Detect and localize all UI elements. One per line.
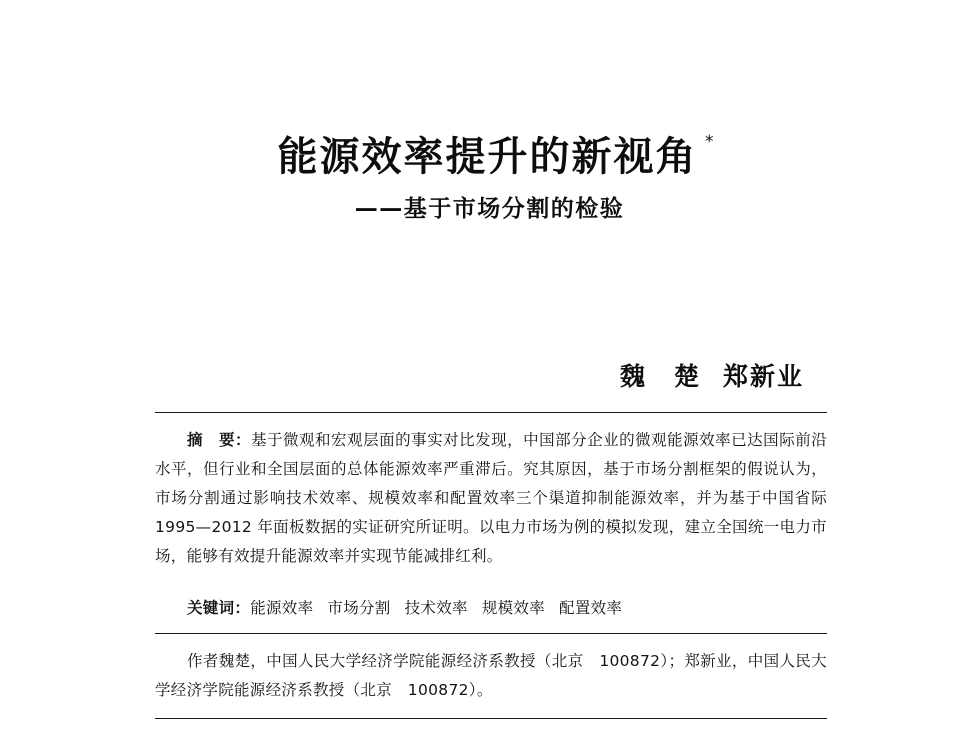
divider-bottom <box>155 718 827 719</box>
abstract-text: 基于微观和宏观层面的事实对比发现，中国部分企业的微观能源效率已达国际前沿水平，但行业和全国层面的总体能源效率严重滞后。究其原因，基于市场分割框架的假说认为，市场分割通过影响技术效率、规模效率和配置效率三个渠道抑制能源效率，并为基于中国省际 1995—2012 年面板数据的实证研究所证明。以电力市场为例的模拟发现，建立全国统一电力市场，能够有效提升能源效率并实现节能减排红利。 <box>155 431 827 565</box>
keyword-item-0: 能源效率 <box>250 599 314 617</box>
keyword-item-4: 配置效率 <box>559 599 623 617</box>
page-title <box>277 132 716 182</box>
page-subtitle: ——基于市场分割的检验 <box>354 196 625 222</box>
page-title-text: 能源效率提升的新视角 <box>277 134 698 180</box>
author-first: 魏 楚 <box>619 362 701 391</box>
author-list <box>620 357 804 393</box>
author-footnote <box>155 647 827 705</box>
divider-middle <box>155 633 827 634</box>
abstract-label: 摘 要： <box>187 431 252 449</box>
title-block <box>0 132 979 223</box>
abstract-block <box>155 426 827 571</box>
keyword-item-2: 技术效率 <box>404 599 468 617</box>
author-footnote-text: 作者魏楚，中国人民大学经济学院能源经济系教授（北京 100872）；郑新业，中国人民大学经济学院能源经济系教授（北京 100872）。 <box>155 652 827 699</box>
keyword-item-3: 规模效率 <box>481 599 546 617</box>
author-second: 郑新业 <box>722 362 804 391</box>
keywords-label: 关键词： <box>187 599 251 617</box>
keyword-item-1: 市场分割 <box>327 599 391 617</box>
divider-top <box>155 412 827 413</box>
title-footnote-marker: * <box>705 132 716 152</box>
keywords-block <box>155 594 827 623</box>
